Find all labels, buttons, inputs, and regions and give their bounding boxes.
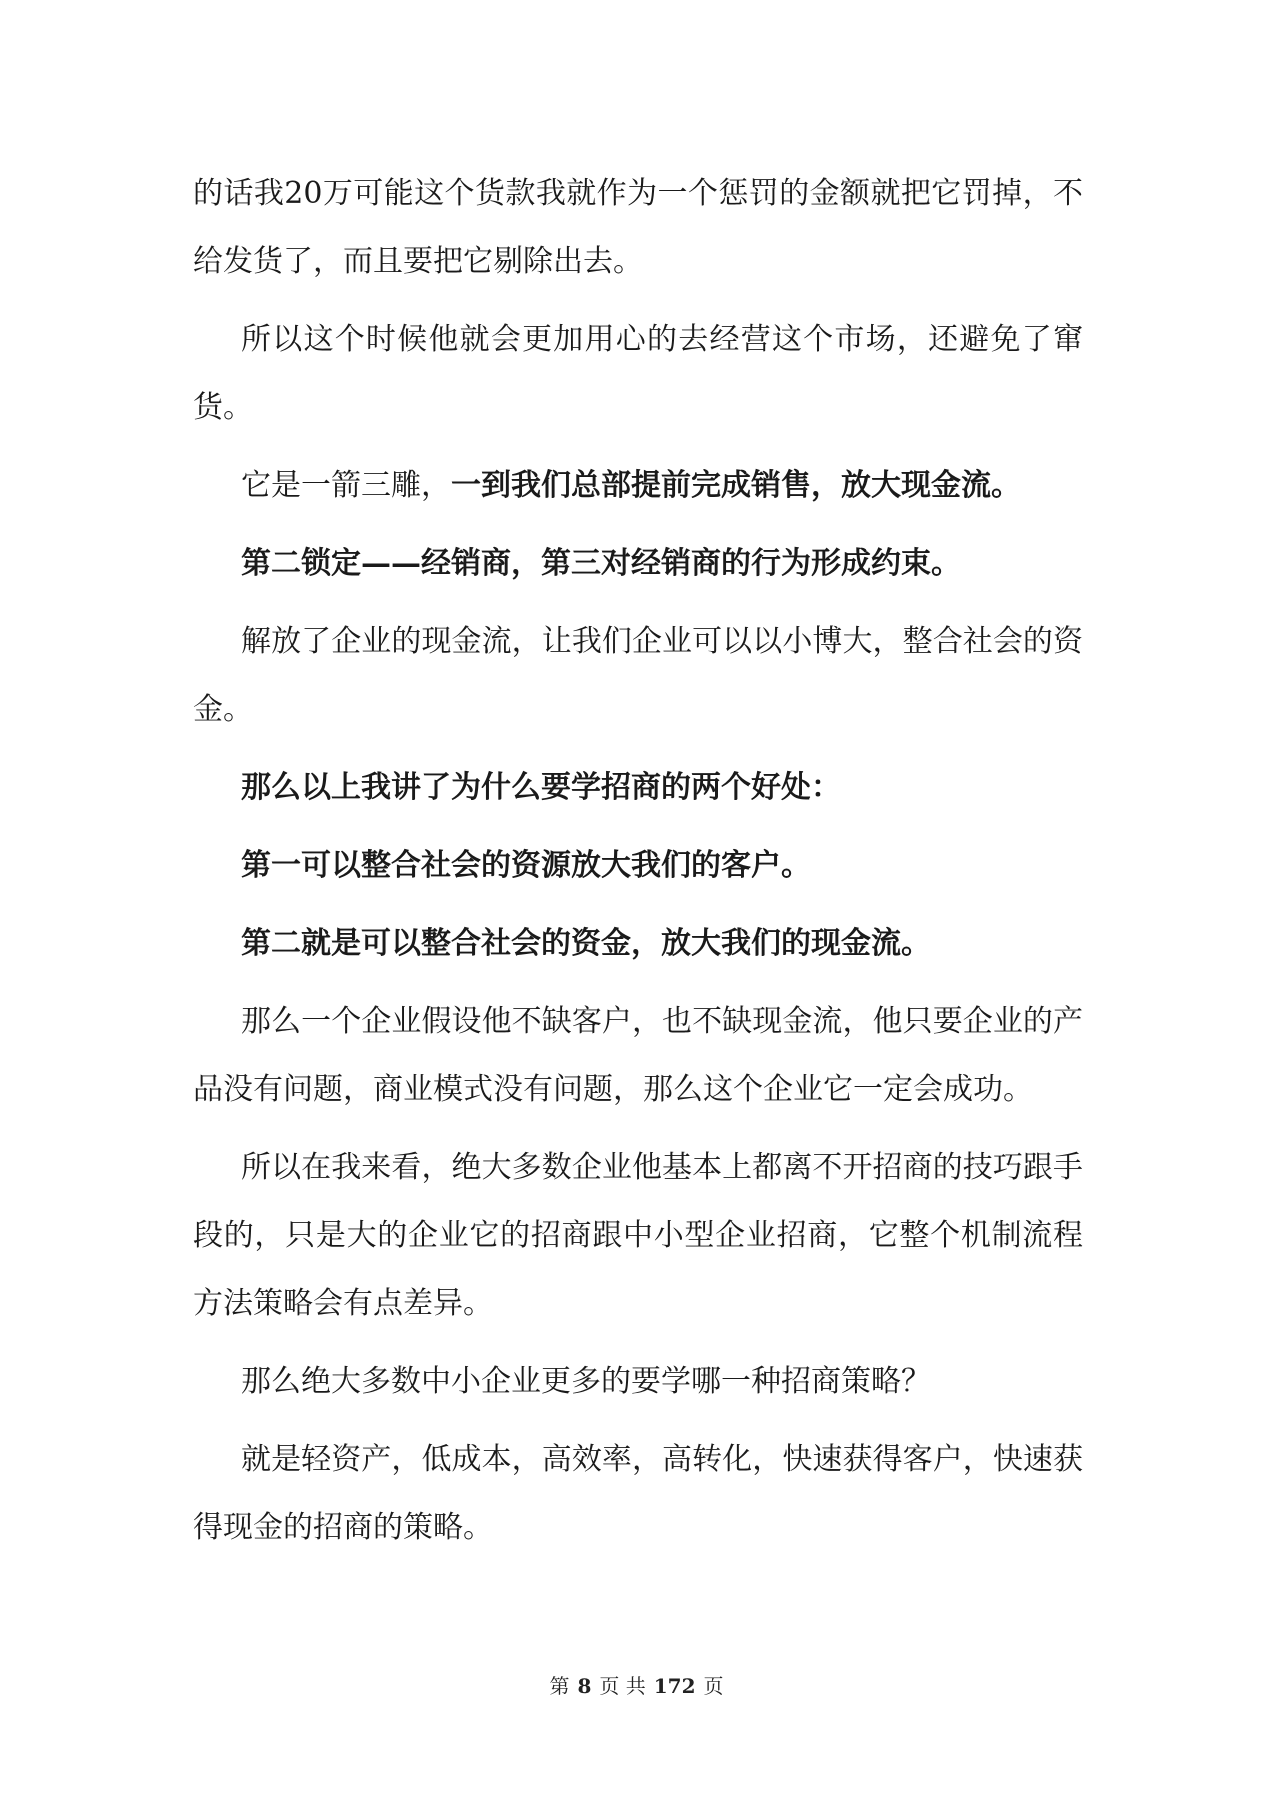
paragraph-9: 那么一个企业假设他不缺客户，也不缺现金流，他只要企业的产品没有问题，商业模式没有问题，那么这个企业它一定会成功。 [193, 1004, 1083, 1107]
paragraph-2: 所以这个时候他就会更加用心的去经营这个市场，还避免了窜货。 [193, 322, 1083, 425]
paragraph-10: 所以在我来看，绝大多数企业他基本上都离不开招商的技巧跟手段的，只是大的企业它的招商跟中小型企业招商，它整个机制流程方法策略会有点差异。 [193, 1150, 1083, 1321]
paragraph-7: 第一可以整合社会的资源放大我们的客户。 [241, 848, 811, 883]
paragraph-11: 那么绝大多数中小企业更多的要学哪一种招商策略？ [241, 1364, 931, 1399]
paragraph-3: 它是一箭三雕，一到我们总部提前完成销售，放大现金流。 [241, 468, 1021, 503]
paragraph-6: 那么以上我讲了为什么要学招商的两个好处： [241, 770, 841, 805]
footer-mid: 页 共 [599, 1674, 646, 1698]
page-footer [0, 1670, 1273, 1699]
paragraph-4: 第二锁定——经销商，第三对经销商的行为形成约束。 [241, 546, 961, 581]
paragraph-8: 第二就是可以整合社会的资金，放大我们的现金流。 [241, 926, 931, 961]
footer-total-pages: 172 [653, 1674, 696, 1698]
paragraph-1: 的话我20万可能这个货款我就作为一个惩罚的金额就把它罚掉，不给发货了，而且要把它剔除出去。 [193, 176, 1083, 279]
footer-suffix: 页 [703, 1674, 724, 1698]
paragraph-12: 就是轻资产，低成本，高效率，高转化，快速获得客户，快速获得现金的招商的策略。 [193, 1442, 1083, 1545]
footer-prefix: 第 [549, 1674, 570, 1698]
paragraph-5: 解放了企业的现金流，让我们企业可以以小博大，整合社会的资金。 [193, 624, 1083, 727]
document-body [193, 160, 1083, 1572]
footer-page-number: 8 [577, 1674, 592, 1698]
